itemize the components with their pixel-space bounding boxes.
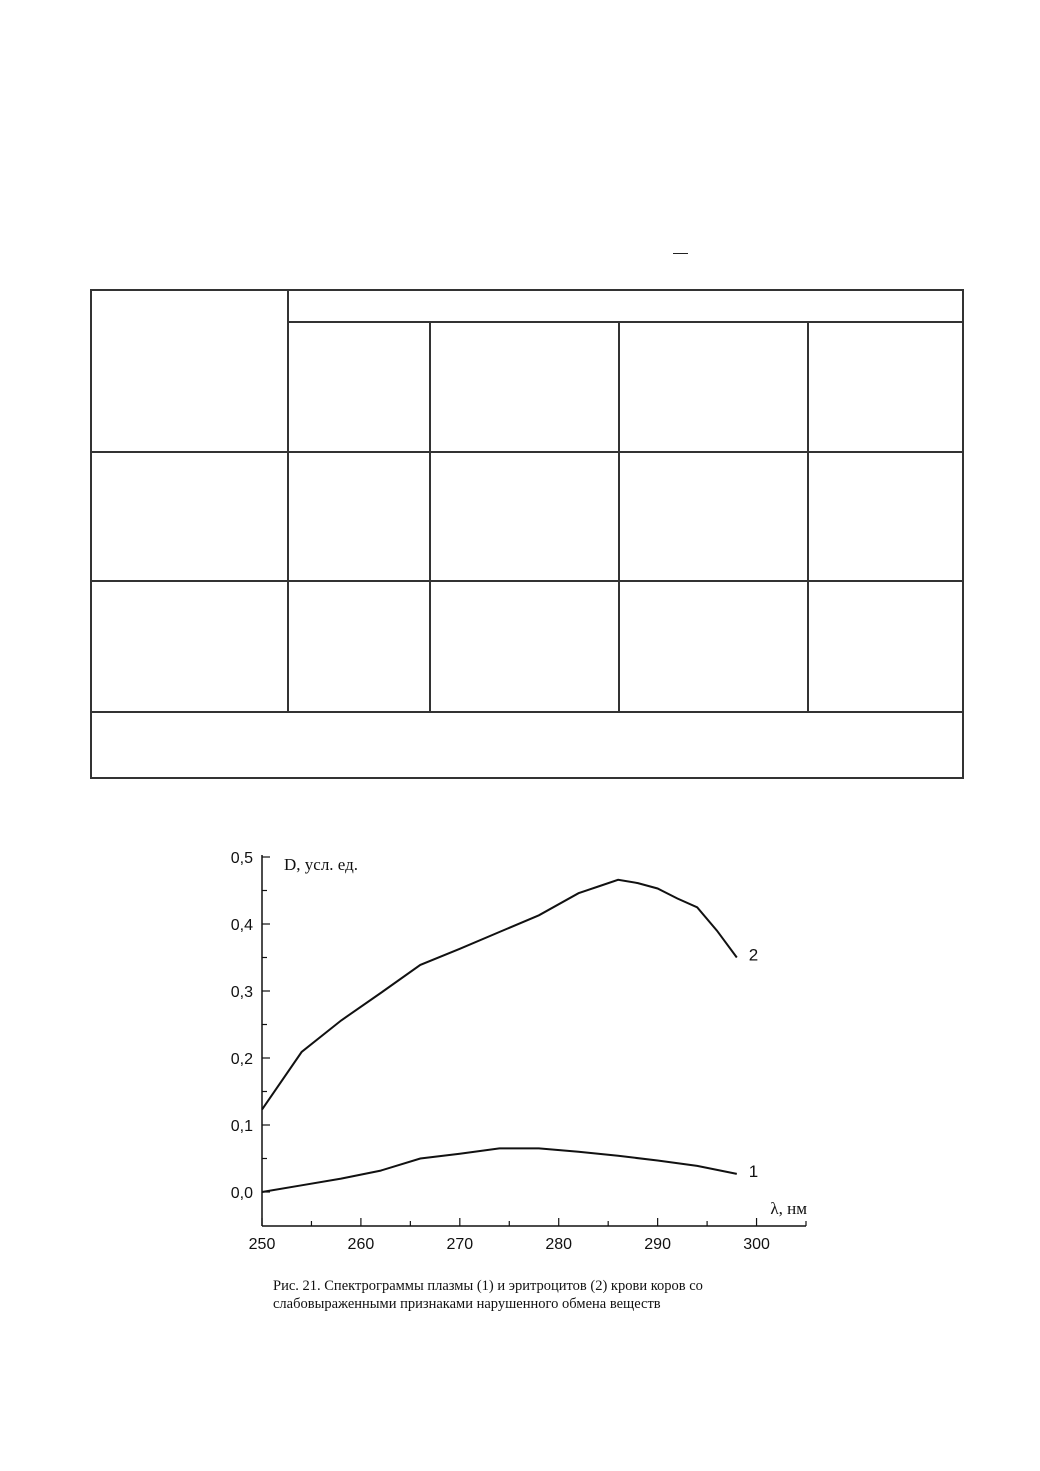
figure-caption: Рис. 21. Спектрограммы плазмы (1) и эритроцитов (2) крови коров со слабовыраженными признаками нарушенного обмена веществ [273, 1278, 703, 1312]
chart-axes [262, 855, 806, 1226]
x-tick-label: 250 [248, 1236, 276, 1253]
table-col-line-2 [429, 321, 431, 712]
spectrogram-chart [200, 838, 840, 1268]
data-table [90, 289, 964, 779]
table-border-right [962, 289, 964, 779]
table-border-bottom [90, 777, 964, 779]
y-tick-label: 0,3 [230, 984, 253, 1001]
series-label-1: 1 [748, 1161, 759, 1181]
x-tick-label: 270 [446, 1236, 474, 1253]
overline-mark [673, 253, 688, 254]
x-tick-label: 290 [644, 1236, 671, 1253]
y-tick-label: 0,2 [230, 1051, 253, 1068]
table-row-line-2 [90, 580, 964, 582]
series-line-2 [262, 880, 737, 1110]
table-header-subline [288, 321, 964, 323]
y-axis-label: D, усл. ед. [284, 855, 359, 874]
x-tick-label: 280 [545, 1236, 573, 1253]
x-tick-label: 300 [743, 1236, 770, 1253]
chart-labels [231, 850, 807, 1253]
y-tick-label: 0,4 [230, 917, 253, 934]
x-tick-label: 260 [347, 1236, 375, 1253]
chart-series [262, 880, 737, 1192]
series-label-2: 2 [748, 945, 759, 965]
table-col-line-4 [807, 321, 809, 712]
table-row-line-3 [90, 711, 964, 713]
table-row-line-1 [90, 451, 964, 453]
table-col-line-1 [287, 289, 289, 712]
series-line-1 [262, 1148, 737, 1192]
x-axis-label: λ, нм [770, 1199, 807, 1218]
y-tick-label: 0,1 [230, 1118, 253, 1135]
table-border-left [90, 289, 92, 779]
y-tick-label: 0,5 [230, 850, 253, 867]
y-tick-label: 0,0 [230, 1185, 253, 1202]
table-border-top [90, 289, 964, 291]
table-col-line-3 [618, 321, 620, 712]
